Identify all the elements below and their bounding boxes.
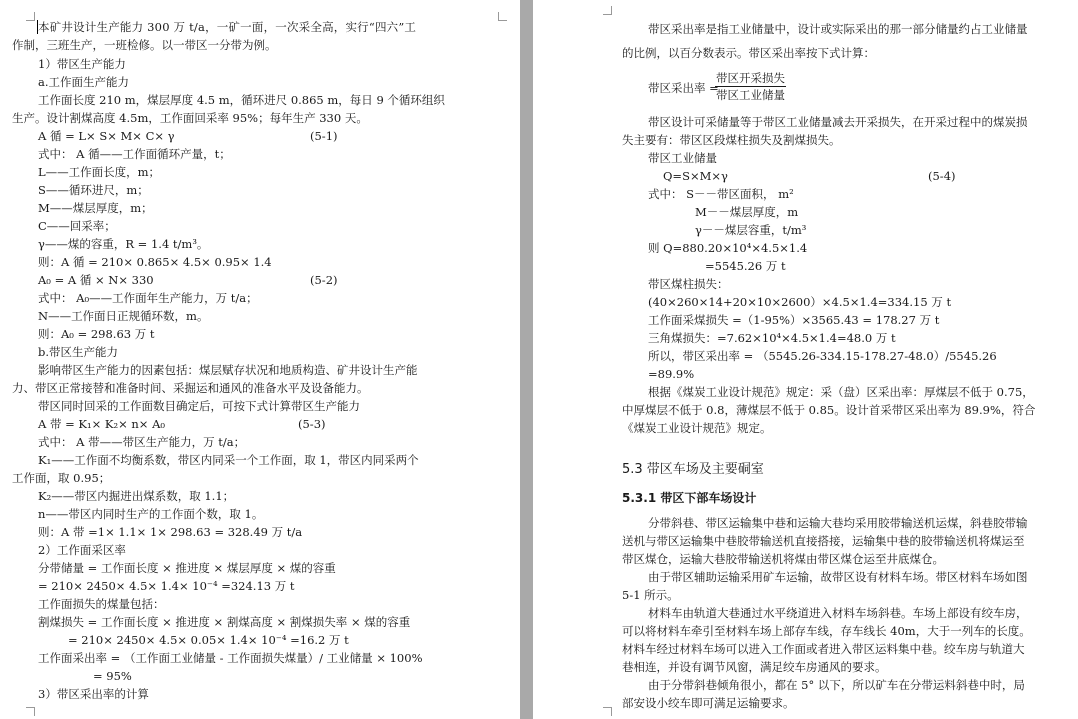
body-text-line: 由于分带斜巷倾角很小，都在 5° 以下，所以矿车在分带运料斜巷中时，局 bbox=[648, 678, 1025, 692]
body-text-line: 作制，三班生产，一班检修。以一带区一分带为例。 bbox=[12, 38, 277, 52]
calculation: =5545.26 万 t bbox=[705, 259, 786, 273]
body-text-line: 力、带区正常接替和准备时间、采掘运和通风的准备水平及设备能力。 bbox=[12, 381, 369, 395]
body-text-line: 工作面损失的煤量包括： bbox=[38, 597, 165, 611]
body-text-line: 根据《煤炭工业设计规范》规定：采（盘）区采出率：厚煤层不低于 0.75， bbox=[648, 385, 1034, 399]
body-text-line: 带区煤仓，运输大巷胶带输送机将煤由带区煤仓运至井底煤仓。 bbox=[622, 552, 944, 566]
calculation: 则：A 循 = 210× 0.865× 4.5× 0.95× 1.4 bbox=[38, 255, 272, 269]
body-text-line: 带区同时回采的工作面数目确定后，可按下式计算带区生产能力 bbox=[38, 399, 360, 413]
calculation: =89.9% bbox=[648, 367, 695, 381]
equation-number: (5-2) bbox=[310, 273, 338, 287]
body-text-line: 带区设计可采储量等于带区工业储量减去开采损失，在开采过程中的煤炭损 bbox=[648, 115, 1028, 129]
equation-label: 带区采出率 = bbox=[648, 81, 719, 95]
body-text-line: 巷相连，并设有调节风窗，满足绞车房通风的要求。 bbox=[622, 660, 887, 674]
section-heading: 3）带区采出率的计算 bbox=[38, 687, 149, 701]
subsection-title: 5.3.1 带区下部车场设计 bbox=[622, 491, 757, 505]
body-text-line: 失主要有：带区区段煤柱损失及割煤损失。 bbox=[622, 133, 841, 147]
margin-corner-mark bbox=[498, 12, 507, 21]
section-heading: 2）工作面采区率 bbox=[38, 543, 126, 557]
equation-number: (5-4) bbox=[928, 169, 956, 183]
body-text-line: 送机与带区运输集中巷胶带输送机直接搭接，运输集中巷的胶带输送机将煤运至 bbox=[622, 534, 1025, 548]
left-document-page bbox=[0, 0, 520, 719]
body-text-line: 生产。设计割煤高度 4.5m，工作面回采率 95%；每年生产 330 天。 bbox=[12, 111, 368, 125]
variable-definition: K₂——带区内掘进出煤系数，取 1.1； bbox=[38, 489, 235, 503]
calculation: 则：A 带 =1× 1.1× 1× 298.63 = 328.49 万 t/a bbox=[38, 525, 303, 539]
body-text-line: 带区采出率是指工业储量中，设计或实际采出的那一部分储量约占工业储量 bbox=[648, 22, 1028, 36]
fraction bbox=[715, 71, 786, 102]
variable-definition: C——回采率； bbox=[38, 219, 116, 233]
equation: A 循 = L× S× M× C× γ bbox=[38, 129, 175, 143]
subsection-heading: b.带区生产能力 bbox=[38, 345, 119, 359]
body-text-line: 由于带区辅助运输采用矿车运输，故带区设有材料车场。带区材料车场如图 bbox=[648, 570, 1028, 584]
body-text-line: 的比例，以百分数表示。带区采出率按下式计算： bbox=[622, 46, 875, 60]
fraction-numerator: 带区开采损失 bbox=[716, 71, 785, 85]
body-text-line: 影响带区生产能力的因素包括：煤层赋存状况和地质构造、矿井设计生产能 bbox=[38, 363, 418, 377]
body-text-line: 带区煤柱损失： bbox=[648, 277, 729, 291]
subsection-heading: a.工作面生产能力 bbox=[38, 75, 130, 89]
fraction-denominator: 带区工业储量 bbox=[716, 88, 785, 102]
calculation: = 210× 2450× 4.5× 1.4× 10⁻⁴ =324.13 万 t bbox=[38, 579, 295, 593]
variable-definition: 工作面，取 0.95； bbox=[12, 471, 111, 485]
equation: A₀ = A 循 × N× 330 bbox=[38, 273, 154, 287]
body-text-line: 可以将材料车牵引至材料车场上部存车线，存车线长 40m，大于一列车的长度。 bbox=[622, 624, 1031, 638]
calculation: (40×260×14+20×10×2600）×4.5×1.4=334.15 万 t bbox=[648, 295, 952, 309]
equation-number: (5-3) bbox=[298, 417, 326, 431]
body-text-line: 带区工业储量 bbox=[648, 151, 717, 165]
formula-text: 工作面采出率 = （工作面工业储量 - 工作面损失煤量）/ 工业储量 × 100% bbox=[38, 651, 423, 665]
body-text-line: 中厚煤层不低于 0.8，薄煤层不低于 0.85。设计首采带区采出率为 89.9%，符合 bbox=[622, 403, 1036, 417]
calculation: 所以，带区采出率 = （5545.26-334.15-178.27-48.0）/5545.26 bbox=[648, 349, 997, 363]
variable-definition: 式中： A 带——带区生产能力，万 t/a； bbox=[38, 435, 246, 449]
formula-text: 分带储量 = 工作面长度 × 推进度 × 煤层厚度 × 煤的容重 bbox=[38, 561, 336, 575]
section-heading: 1）带区生产能力 bbox=[38, 57, 126, 71]
variable-definition: K₁——工作面不均衡系数，带区内同采一个工作面，取 1，带区内同采两个 bbox=[38, 453, 419, 467]
margin-corner-mark bbox=[26, 707, 35, 716]
calculation: 工作面采煤损失 =（1-95%）×3565.43 = 178.27 万 t bbox=[648, 313, 940, 327]
section-title: 5.3 带区车场及主要硐室 bbox=[622, 462, 764, 477]
variable-definition: L——工作面长度，m； bbox=[38, 165, 161, 179]
calculation: = 210× 2450× 4.5× 0.05× 1.4× 10⁻⁴ =16.2 万 t bbox=[68, 633, 349, 647]
variable-definition: n——带区内同时生产的工作面个数，取 1。 bbox=[38, 507, 264, 521]
margin-corner-mark bbox=[603, 707, 612, 716]
body-text-line: 5-1 所示。 bbox=[622, 588, 679, 602]
calculation: 则：A₀ = 298.63 万 t bbox=[38, 327, 155, 341]
calculation: 三角煤损失：=7.62×10⁴×4.5×1.4=48.0 万 t bbox=[648, 331, 896, 345]
variable-definition: 式中： A₀——工作面年生产能力，万 t/a； bbox=[38, 291, 258, 305]
variable-definition: 式中： S－－带区面积， m² bbox=[648, 187, 794, 201]
body-text-line: 工作面长度 210 m，煤层厚度 4.5 m，循环进尺 0.865 m，每日 9 个循环组织 bbox=[38, 93, 445, 107]
variable-definition: S——循环进尺，m； bbox=[38, 183, 149, 197]
equation: A 带 = K₁× K₂× n× A₀ bbox=[38, 417, 166, 431]
formula-text: 割煤损失 = 工作面长度 × 推进度 × 割煤高度 × 割煤损失率 × 煤的容重 bbox=[38, 615, 411, 629]
variable-definition: γ——煤的容重，R = 1.4 t/m³。 bbox=[38, 237, 209, 251]
body-text-line: 本矿井设计生产能力 300 万 t/a，一矿一面，一次采全高，实行“四六”工 bbox=[38, 20, 417, 34]
variable-definition: M－－煤层厚度，m bbox=[695, 205, 799, 219]
variable-definition: M——煤层厚度，m； bbox=[38, 201, 153, 215]
body-text-line: 分带斜巷、带区运输集中巷和运输大巷均采用胶带输送机运煤，斜巷胶带输 bbox=[648, 516, 1028, 530]
margin-corner-mark bbox=[26, 12, 35, 21]
equation-number: (5-1) bbox=[310, 129, 338, 143]
margin-corner-mark bbox=[603, 6, 612, 15]
variable-definition: 式中： A 循——工作面循环产量，t； bbox=[38, 147, 231, 161]
calculation: = 95% bbox=[93, 669, 132, 683]
equation: Q=S×M×γ bbox=[663, 169, 728, 183]
variable-definition: γ－－煤层容重，t/m³ bbox=[695, 223, 807, 237]
right-document-page bbox=[533, 0, 1078, 719]
variable-definition: N——工作面日正规循环数，m。 bbox=[38, 309, 209, 323]
body-text-line: 材料车经过材料车场可以进入工作面或者进入带区运料集中巷。绞车房与轨道大 bbox=[622, 642, 1025, 656]
body-text-line: 材料车由轨道大巷通过水平绕道进入材料车场斜巷。车场上部设有绞车房， bbox=[648, 606, 1028, 620]
body-text-line: 部安设小绞车即可满足运输要求。 bbox=[622, 696, 795, 710]
body-text-line: 《煤炭工业设计规范》规定。 bbox=[622, 421, 772, 435]
calculation: 则 Q=880.20×10⁴×4.5×1.4 bbox=[648, 241, 808, 255]
